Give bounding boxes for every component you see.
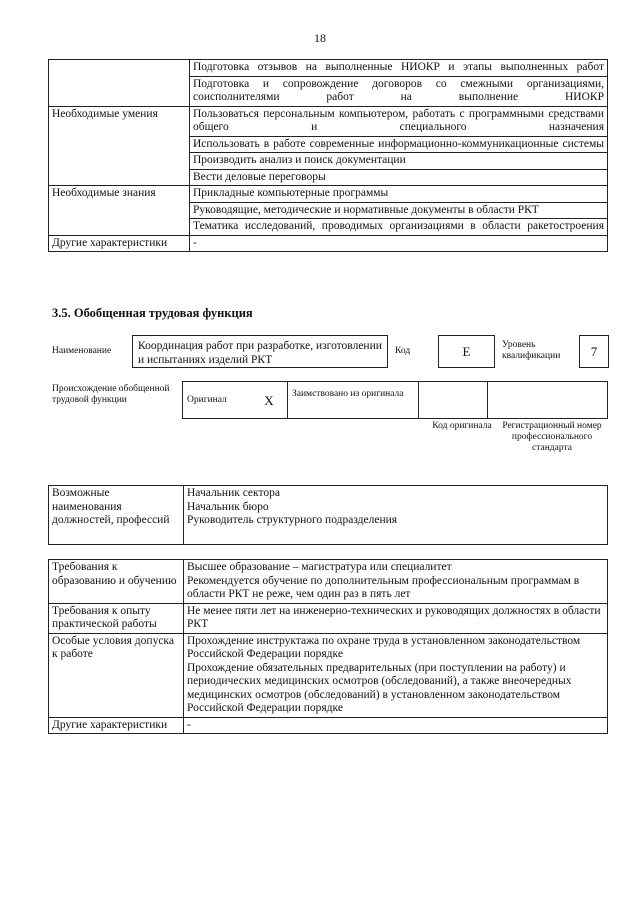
table-cell: Вести деловые переговоры bbox=[190, 169, 608, 186]
row-label: Необходимые знания bbox=[49, 186, 190, 236]
row-label: Необходимые умения bbox=[49, 106, 190, 186]
list-item: Руководитель структурного подразделения bbox=[187, 514, 398, 526]
row-label: Требования к опыту практической работы bbox=[49, 603, 184, 633]
row-label: Другие характеристики bbox=[49, 235, 190, 252]
list-item: Высшее образование – магистратура или специалитет bbox=[187, 561, 452, 573]
table-cell: Производить анализ и поиск документации bbox=[190, 153, 608, 170]
level-value: 7 bbox=[590, 344, 598, 359]
row-label: Возможные наименования должностей, профессий bbox=[49, 486, 184, 545]
table-cell: Использовать в работе современные информационно-коммуникационные системы bbox=[190, 136, 608, 153]
row-label: Особые условия допуска к работе bbox=[49, 633, 184, 717]
level-box bbox=[579, 335, 609, 368]
function-name: Координация работ при разработке, изготовлении и испытаниях изделий РКТ bbox=[138, 340, 382, 366]
code-box bbox=[438, 335, 495, 368]
table-cell: Подготовка и сопровождение договоров со смежными организациями, соисполнителями работ на выполнение НИОКР bbox=[190, 76, 608, 106]
table-cell: - bbox=[190, 235, 608, 252]
name-label: Наименование bbox=[52, 346, 112, 356]
origin-label: Происхождение обобщенной трудовой функции bbox=[52, 384, 170, 405]
original-code-cell bbox=[419, 382, 488, 419]
table-cell: Прикладные компьютерные программы bbox=[190, 186, 608, 203]
table-cell: - bbox=[184, 717, 608, 734]
origin-table bbox=[182, 381, 608, 419]
list-item: Рекомендуется обучение по дополнительным профессиональным программам в области РКТ не реже, чем один раз в пять лет bbox=[187, 574, 580, 600]
list-item: Начальник бюро bbox=[187, 500, 269, 513]
row-label: Другие характеристики bbox=[49, 717, 184, 734]
level-label: Уровень квалификации bbox=[502, 340, 561, 361]
borrowed-label: Заимствовано из оригинала bbox=[288, 382, 419, 419]
original-label: Оригинал bbox=[183, 382, 252, 419]
list-item: Начальник сектора bbox=[187, 487, 280, 499]
table-cell bbox=[184, 560, 608, 604]
positions-table bbox=[48, 485, 608, 545]
table-cell: Подготовка отзывов на выполненные НИОКР и этапы выполненных работ bbox=[190, 60, 608, 77]
section-title: 3.5. Обобщенная трудовая функция bbox=[52, 306, 253, 320]
positions-cell bbox=[184, 486, 608, 545]
row-label bbox=[49, 60, 190, 107]
table-cell: Руководящие, методические и нормативные документы в области РКТ bbox=[190, 202, 608, 219]
registration-number-cell bbox=[488, 382, 608, 419]
table-cell: Пользоваться персональным компьютером, работать с программными средствами общего и специального назначения bbox=[190, 106, 608, 136]
table-cell: Не менее пяти лет на инженерно-технических и руководящих должностях в области РКТ bbox=[184, 603, 608, 633]
code-value: E bbox=[462, 344, 471, 359]
table-cell: Тематика исследований, проводимых организациями в области ракетостроения bbox=[190, 219, 608, 236]
list-item: Прохождение обязательных предварительных (при поступлении на работу) и периодических медицинских осмотров (обследований), а также внеочередных медицинских осмотров (обследований) в установленном законодательством Российской Федерации порядке bbox=[187, 661, 572, 714]
page-number: 18 bbox=[314, 31, 326, 45]
function-name-box bbox=[132, 335, 388, 368]
code-original-caption: Код оригинала bbox=[432, 421, 492, 431]
reg-number-caption: Регистрационный номер профессионального стандарта bbox=[502, 421, 602, 453]
code-label: Код bbox=[395, 346, 411, 356]
original-mark: X bbox=[251, 382, 288, 419]
row-label: Требования к образованию и обучению bbox=[49, 560, 184, 604]
table-cell bbox=[184, 633, 608, 717]
list-item: Прохождение инструктажа по охране труда в установленном законодательством Российской Федерации порядке bbox=[187, 634, 581, 660]
requirements-table bbox=[48, 559, 608, 734]
skills-knowledge-table bbox=[48, 59, 608, 252]
